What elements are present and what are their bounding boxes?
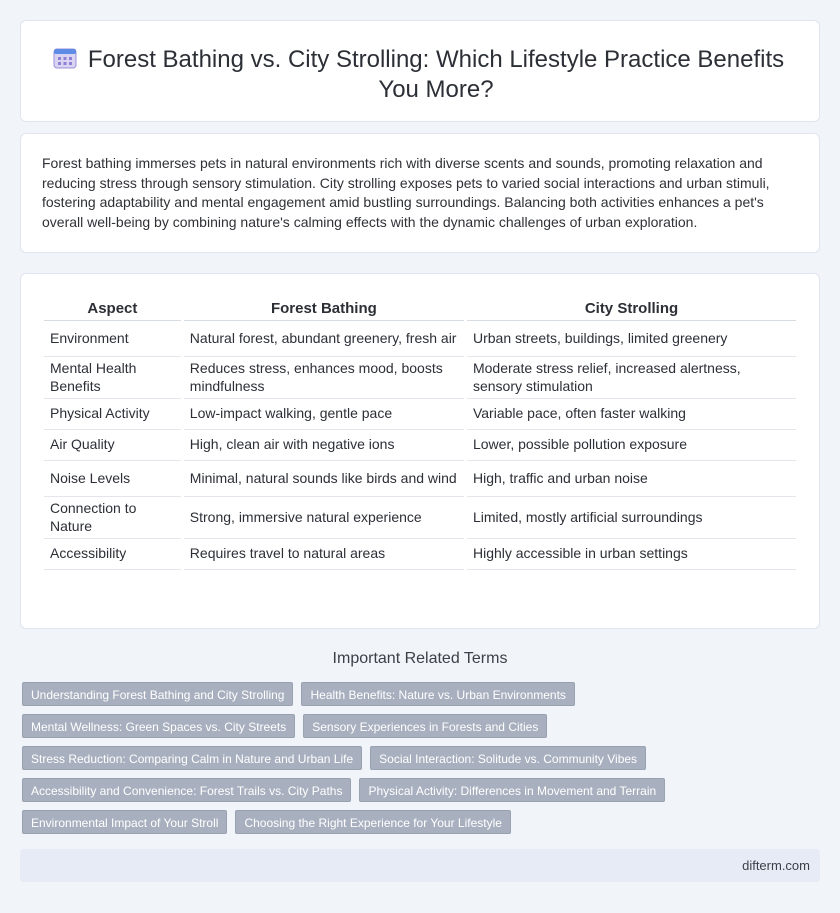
tag-row [22,714,742,738]
table-cell: Urban streets, buildings, limited greenery [467,321,796,357]
table-cell: Requires travel to natural areas [184,539,464,570]
table-row [44,430,796,461]
table-cell: Noise Levels [44,461,181,497]
header-aspect: Aspect [44,295,181,321]
table-row [44,539,796,570]
tag-row [22,746,742,770]
related-term-tag[interactable]: Environmental Impact of Your Stroll [22,810,227,834]
table-row [44,321,796,357]
table-cell: Low-impact walking, gentle pace [184,399,464,430]
footer [20,849,820,882]
table-cell: Limited, mostly artificial surroundings [467,497,796,539]
table-cell: High, traffic and urban noise [467,461,796,497]
table-row [44,399,796,430]
table-cell: Natural forest, abundant greenery, fresh air [184,321,464,357]
related-term-tag[interactable]: Accessibility and Convenience: Forest Trails vs. City Paths [22,778,351,802]
table-cell: Strong, immersive natural experience [184,497,464,539]
table-cell: Physical Activity [44,399,181,430]
related-term-tag[interactable]: Understanding Forest Bathing and City Strolling [22,682,293,706]
table-cell: Minimal, natural sounds like birds and wind [184,461,464,497]
table-cell: Variable pace, often faster walking [467,399,796,430]
tag-row [22,778,742,802]
table-row [44,357,796,399]
related-term-tag[interactable]: Mental Wellness: Green Spaces vs. City Streets [22,714,295,738]
intro-card [20,133,820,253]
table-cell: Environment [44,321,181,357]
table-cell: Lower, possible pollution exposure [467,430,796,461]
table-header-row [44,295,796,321]
table-cell: Moderate stress relief, increased alertness, sensory stimulation [467,357,796,399]
table-cell: Air Quality [44,430,181,461]
table-cell: Mental Health Benefits [44,357,181,399]
title-card [20,20,820,122]
related-term-tag[interactable]: Sensory Experiences in Forests and Cities [303,714,547,738]
table-cell: Accessibility [44,539,181,570]
header-city-strolling: City Strolling [467,295,796,321]
comparison-table-card [20,273,820,629]
table-row [44,497,796,539]
calendar-icon [53,47,77,69]
footer-site-link[interactable]: difterm.com [742,858,810,873]
tag-row [22,810,742,834]
related-term-tag[interactable]: Choosing the Right Experience for Your Lifestyle [235,810,511,834]
related-term-tag[interactable]: Health Benefits: Nature vs. Urban Environments [301,682,574,706]
intro-paragraph: Forest bathing immerses pets in natural environments rich with diverse scents and sounds, promoting relaxation and reducing stress through sensory stimulation. City strolling exposes pets to varied social interactions and urban stimuli, fostering adaptability and mental engagement amid bustling surroundings. Balancing both activities enhances a pet's overall well-being by combining nature's calming effects with the dynamic challenges of urban exploration. [42,155,770,230]
related-terms-list [22,682,742,842]
related-term-tag[interactable]: Physical Activity: Differences in Movement and Terrain [359,778,665,802]
table-cell: High, clean air with negative ions [184,430,464,461]
related-term-tag[interactable]: Stress Reduction: Comparing Calm in Nature and Urban Life [22,746,362,770]
related-terms-title: Important Related Terms [332,650,508,667]
page-title: Forest Bathing vs. City Strolling: Which Lifestyle Practice Benefits You More? [87,46,785,103]
header-forest-bathing: Forest Bathing [184,295,464,321]
table-cell: Connection to Nature [44,497,181,539]
table-row [44,461,796,497]
table-cell: Reduces stress, enhances mood, boosts mindfulness [184,357,464,399]
table-cell: Highly accessible in urban settings [467,539,796,570]
tag-row [22,682,742,706]
related-term-tag[interactable]: Social Interaction: Solitude vs. Community Vibes [370,746,646,770]
comparison-table [41,295,799,570]
